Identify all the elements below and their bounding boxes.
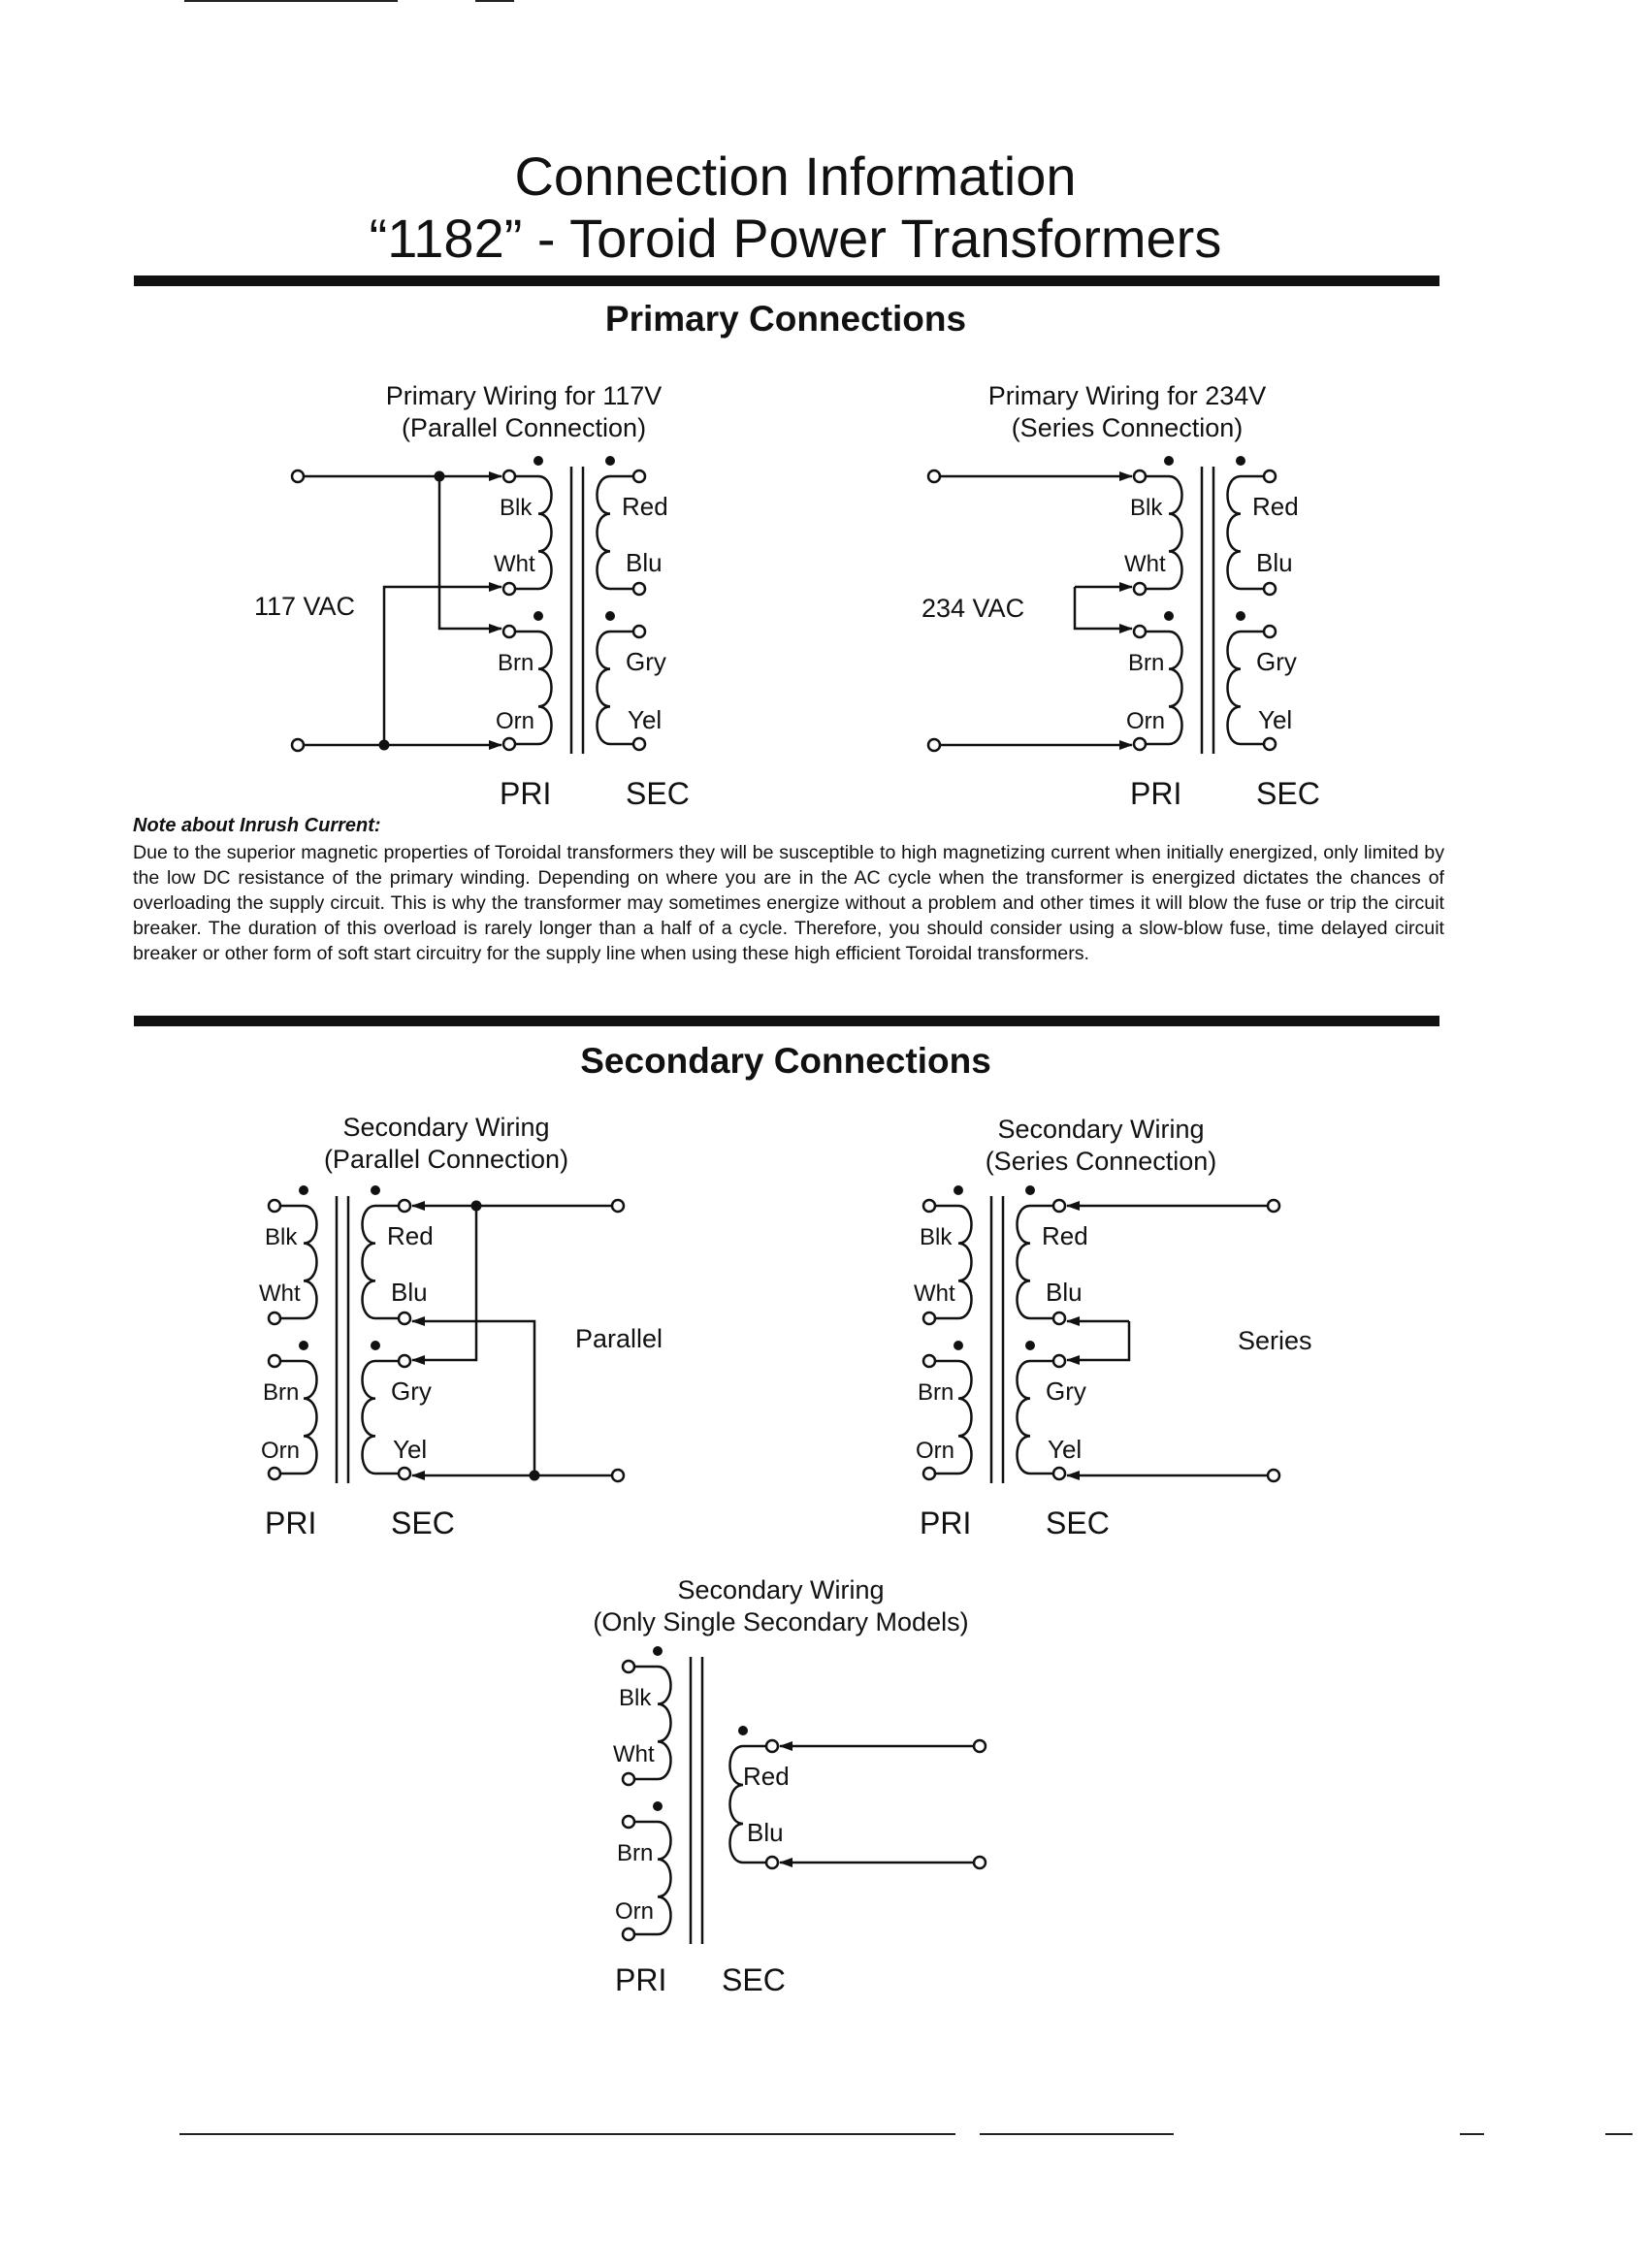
terminal [1134, 626, 1146, 637]
terminal [612, 1470, 624, 1481]
winding-label-yel: Yel [393, 1435, 428, 1464]
terminal [269, 1468, 280, 1479]
polarity-dot [1025, 1185, 1035, 1195]
terminal [1053, 1355, 1065, 1367]
pri-label: PRI [500, 776, 552, 811]
winding-label-blu: Blu [747, 1818, 784, 1847]
winding-label-yel: Yel [1048, 1435, 1083, 1464]
terminal [1134, 470, 1146, 482]
winding-label-wht: Wht [259, 1280, 301, 1307]
winding-label-orn: Orn [1126, 708, 1166, 734]
coil [304, 1361, 317, 1474]
caption-line: (Only Single Secondary Models) [593, 1607, 969, 1636]
coil [958, 1361, 972, 1474]
winding-label-brn: Brn [498, 650, 534, 676]
polarity-dot [534, 611, 543, 621]
winding-label-blk: Blk [500, 495, 533, 521]
secondary-series-caption [878, 1114, 1324, 1178]
polarity-dot [371, 1185, 380, 1195]
pri-label: PRI [920, 1506, 972, 1540]
winding-label-gry: Gry [391, 1377, 432, 1406]
winding-label-red: Red [743, 1762, 790, 1791]
sec-label: SEC [626, 776, 690, 811]
terminal [1264, 470, 1276, 482]
coil [658, 1667, 671, 1779]
winding-label-gry: Gry [626, 647, 666, 676]
coil [1018, 1206, 1031, 1318]
coil [304, 1206, 317, 1318]
scan-mark [184, 0, 398, 2]
secondary-connections-heading: Secondary Connections [580, 1041, 991, 1081]
sec-label: SEC [1256, 776, 1320, 811]
polarity-dot [299, 1185, 308, 1195]
winding-label-blu: Blu [626, 548, 663, 577]
terminal [923, 1312, 935, 1324]
coil [658, 1822, 671, 1934]
terminal [1134, 738, 1146, 750]
terminal [503, 738, 515, 750]
winding-label-blu: Blu [1256, 548, 1293, 577]
caption-line: Secondary Wiring [342, 1113, 550, 1142]
winding-label-orn: Orn [916, 1438, 955, 1464]
winding-label-red: Red [1252, 492, 1299, 521]
polarity-dot [1164, 456, 1174, 466]
winding-label-orn: Orn [615, 1898, 655, 1925]
terminal [633, 470, 645, 482]
caption-line: (Series Connection) [985, 1147, 1217, 1176]
terminal [923, 1355, 935, 1367]
terminal [623, 1661, 634, 1672]
terminal [399, 1312, 410, 1324]
arrow-wire [384, 587, 501, 745]
terminal [1053, 1200, 1065, 1212]
terminal [974, 1740, 986, 1752]
polarity-dot [299, 1341, 308, 1350]
primary-parallel-caption [301, 380, 747, 444]
caption-line: (Series Connection) [1011, 413, 1244, 442]
arrow-wire [1067, 1321, 1129, 1360]
arrow-wire [1075, 587, 1132, 629]
primary-connections-heading: Primary Connections [604, 299, 967, 339]
scan-mark [1605, 2133, 1633, 2135]
winding-label-wht: Wht [494, 551, 535, 577]
terminal [1268, 1470, 1279, 1481]
winding-label-blk: Blk [265, 1224, 298, 1250]
scan-mark [475, 0, 514, 2]
terminal [766, 1857, 778, 1868]
polarity-dot [653, 1801, 663, 1811]
winding-label-wht: Wht [613, 1741, 655, 1767]
winding-label-brn: Brn [263, 1379, 300, 1406]
terminal [399, 1355, 410, 1367]
page-title-line2: “1182” - Toroid Power Transformers [369, 208, 1222, 269]
winding-label-red: Red [387, 1221, 434, 1250]
terminal [623, 1816, 634, 1828]
winding-label-red: Red [622, 492, 668, 521]
winding-label-blu: Blu [1046, 1278, 1083, 1307]
terminal [503, 583, 515, 595]
coil [958, 1206, 972, 1318]
page-title-line1: Connection Information [514, 146, 1077, 207]
terminal [503, 626, 515, 637]
terminal [269, 1312, 280, 1324]
polarity-dot [605, 611, 615, 621]
terminal [612, 1200, 624, 1212]
voltage-234: 234 VAC [922, 594, 1025, 623]
terminal [399, 1200, 410, 1212]
polarity-dot [738, 1726, 748, 1735]
polarity-dot [1236, 611, 1245, 621]
sec-label: SEC [391, 1506, 455, 1540]
terminal [1134, 583, 1146, 595]
caption-line: (Parallel Connection) [323, 1145, 569, 1174]
coil [1228, 632, 1242, 744]
winding-label-red: Red [1042, 1221, 1088, 1250]
polarity-dot [534, 456, 543, 466]
scan-mark [980, 2133, 1174, 2135]
winding-label-blk: Blk [619, 1685, 652, 1711]
terminal [623, 1773, 634, 1785]
winding-label-orn: Orn [496, 708, 535, 734]
winding-label-brn: Brn [918, 1379, 954, 1406]
pri-label: PRI [1130, 776, 1182, 811]
caption-line: Secondary Wiring [677, 1575, 885, 1604]
terminal [928, 739, 940, 751]
terminal [292, 470, 304, 482]
terminal [928, 470, 940, 482]
terminal [1264, 583, 1276, 595]
polarity-dot [371, 1341, 380, 1350]
winding-label-gry: Gry [1046, 1377, 1086, 1406]
terminal [269, 1200, 280, 1212]
winding-label-orn: Orn [261, 1438, 301, 1464]
winding-label-blk: Blk [920, 1224, 953, 1250]
coil [598, 476, 611, 589]
winding-label-wht: Wht [914, 1280, 955, 1307]
terminal [1264, 738, 1276, 750]
terminal [269, 1355, 280, 1367]
terminal [623, 1928, 634, 1940]
coil [538, 476, 552, 589]
winding-label-blk: Blk [1130, 495, 1163, 521]
pri-label: PRI [265, 1506, 317, 1540]
terminal [633, 738, 645, 750]
scan-mark [1460, 2133, 1484, 2135]
caption-line: Secondary Wiring [997, 1115, 1205, 1144]
series-label: Series [1238, 1326, 1312, 1355]
coil [730, 1746, 744, 1863]
terminal [923, 1468, 935, 1479]
terminal [503, 470, 515, 482]
polarity-dot [605, 456, 615, 466]
polarity-dot [1025, 1341, 1035, 1350]
voltage-117: 117 VAC [254, 592, 356, 621]
terminal [1053, 1468, 1065, 1479]
caption-line: Primary Wiring for 234V [987, 381, 1267, 410]
caption-line: Primary Wiring for 117V [385, 381, 663, 410]
terminal [1264, 626, 1276, 637]
terminal [633, 626, 645, 637]
terminal [766, 1740, 778, 1752]
winding-label-yel: Yel [1258, 705, 1293, 734]
coil [538, 632, 552, 744]
section-rule [134, 1016, 1439, 1026]
coil [363, 1361, 376, 1474]
winding-label-brn: Brn [1128, 650, 1165, 676]
polarity-dot [653, 1646, 663, 1656]
secondary-parallel-caption [223, 1112, 669, 1176]
terminal [399, 1468, 410, 1479]
terminal [974, 1857, 986, 1868]
arrow-wire [439, 476, 501, 629]
secondary-single-caption [543, 1574, 1018, 1638]
terminal [923, 1200, 935, 1212]
polarity-dot [954, 1185, 963, 1195]
coil [1169, 632, 1182, 744]
terminal [292, 739, 304, 751]
parallel-label: Parallel [575, 1324, 663, 1353]
polarity-dot [954, 1341, 963, 1350]
pri-label: PRI [615, 1962, 667, 1997]
caption-line: (Parallel Connection) [401, 413, 647, 442]
polarity-dot [1236, 456, 1245, 466]
polarity-dot [1164, 611, 1174, 621]
coil [598, 632, 611, 744]
coil [1018, 1361, 1031, 1474]
terminal [1268, 1200, 1279, 1212]
winding-label-gry: Gry [1256, 647, 1297, 676]
coil [363, 1206, 376, 1318]
winding-label-brn: Brn [617, 1840, 654, 1866]
primary-series-caption [904, 380, 1350, 444]
coil [1228, 476, 1242, 589]
terminal [1053, 1312, 1065, 1324]
sec-label: SEC [722, 1962, 786, 1997]
note-body: Due to the superior magnetic properties of Toroidal transformers they will be susceptible to high magnetizing current when initially energized, only limited by the low DC resistance of the primary winding. Depending on where you are in the AC cycle when the transformer is energized dictates the chances of overloading the supply circuit. This is why the transformer may sometimes energize without a problem and other times it will blow the fuse or trip the circuit breaker. The duration of this overload is rarely longer than a half of a cycle. Therefore, you should consider using a slow-blow fuse, time delayed circuit breaker or other form of soft start circuitry for the supply line when using these high efficient Toroidal transformers. [133, 842, 1444, 964]
terminal [633, 583, 645, 595]
scan-mark [179, 2133, 955, 2135]
winding-label-wht: Wht [1124, 551, 1166, 577]
coil [1169, 476, 1182, 589]
winding-label-blu: Blu [391, 1278, 428, 1307]
winding-label-yel: Yel [628, 705, 663, 734]
sec-label: SEC [1046, 1506, 1110, 1540]
note-title: Note about Inrush Current: [133, 815, 381, 836]
